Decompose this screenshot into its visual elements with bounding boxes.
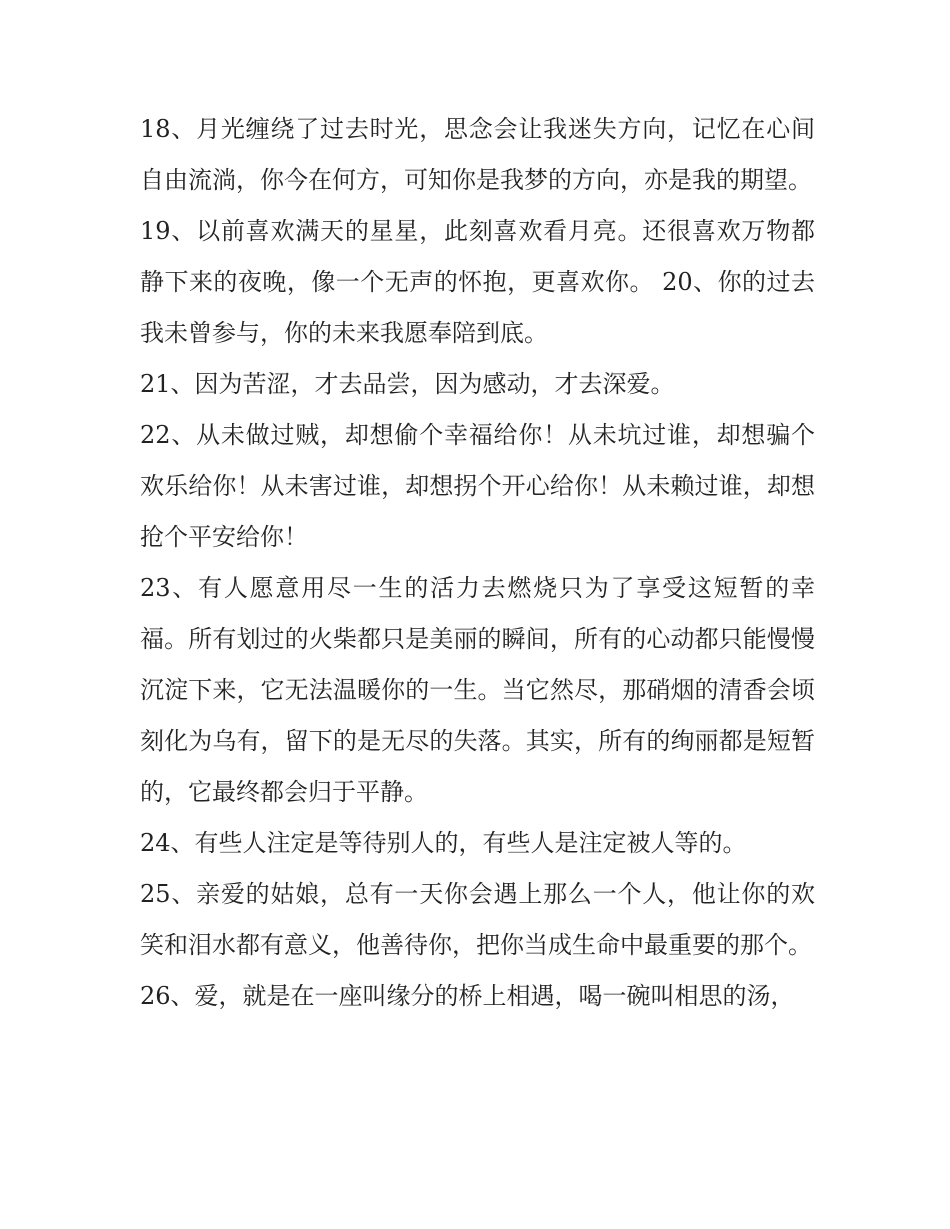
paragraph-26: 26、爱，就是在一座叫缘分的桥上相遇，喝一碗叫相思的汤，: [140, 982, 795, 1010]
paragraph-24: 24、有些人注定是等待别人的，有些人是注定被人等的。: [140, 829, 747, 857]
paragraph-19-20: 19、以前喜欢满天的星星，此刻喜欢看月亮。还很喜欢万物都静下来的夜晚，像一个无声的怀抱，更喜欢你。 20、你的过去我未曾参与，你的未来我愿奉陪到底。: [140, 217, 815, 347]
document-body: [140, 104, 815, 1022]
paragraph-23: 23、有人愿意用尽一生的活力去燃烧只为了享受这短暂的幸福。所有划过的火柴都只是美丽的瞬间，所有的心动都只能慢慢沉淀下来，它无法温暖你的一生。当它然尽，那硝烟的清香会顷刻化为乌有，留下的是无尽的失落。其实，所有的绚丽都是短暂的，它最终都会归于平静。: [140, 574, 815, 806]
paragraph-25: 25、亲爱的姑娘，总有一天你会遇上那么一个人，他让你的欢笑和泪水都有意义，他善待你，把你当成生命中最重要的那个。: [140, 880, 815, 959]
paragraph-21: 21、因为苦涩，才去品尝，因为感动，才去深爱。: [140, 370, 675, 398]
paragraph-22: 22、从未做过贼，却想偷个幸福给你！从未坑过谁，却想骗个欢乐给你！从未害过谁，却想拐个开心给你！从未赖过谁，却想抢个平安给你！: [140, 421, 815, 551]
paragraph-18: 18、月光缠绕了过去时光，思念会让我迷失方向，记忆在心间自由流淌，你今在何方，可知你是我梦的方向，亦是我的期望。: [140, 115, 815, 194]
